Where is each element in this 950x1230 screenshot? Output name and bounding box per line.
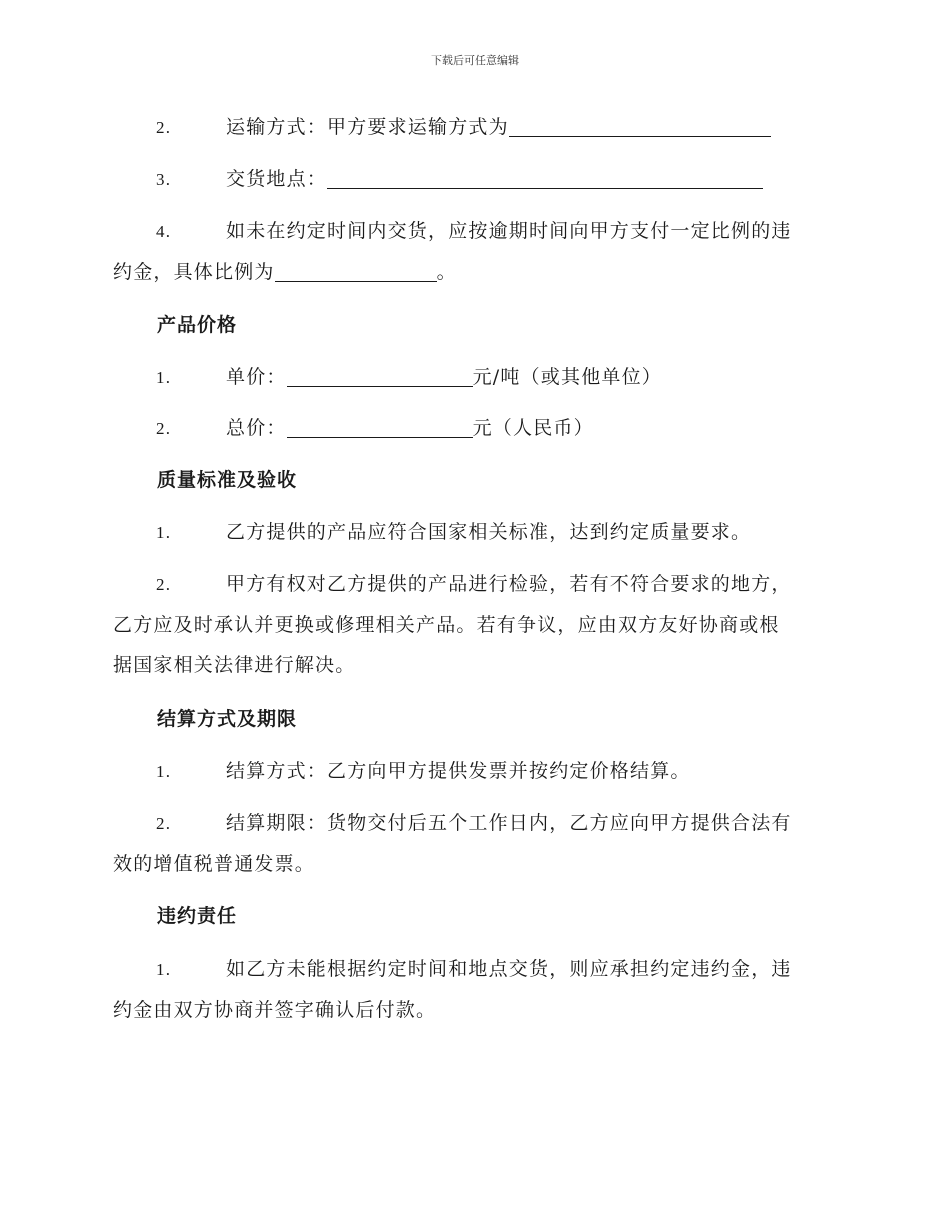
settlement-item-1-text: 结算方式：乙方向甲方提供发票并按约定价格结算。 [226,760,691,782]
settlement-item-1 [113,751,838,792]
period-mark: 。 [436,261,457,283]
quality-item-2-line2: 乙方应及时承认并更换或修理相关产品。若有争议，应由双方友好协商或根 [113,614,780,636]
transport-label: 运输方式：甲方要求运输方式为 [226,116,509,138]
quality-item-1-text: 乙方提供的产品应符合国家相关标准，达到约定质量要求。 [226,521,752,543]
page-header: 下载后可任意编辑 [431,54,519,67]
penalty-ratio-blank[interactable] [275,259,437,282]
transport-blank[interactable] [509,114,771,137]
settlement-item-2-line1: 结算期限：货物交付后五个工作日内，乙方应向甲方提供合法有 [226,812,792,834]
total-price-blank[interactable] [287,415,473,438]
settlement-item-2-line2: 效的增值税普通发票。 [113,853,316,875]
clause-number: 2. [156,419,172,438]
transport-clause [113,107,838,148]
late-delivery-clause [113,211,838,292]
total-price-suffix: 元（人民币） [472,417,594,439]
clause-number: 2. [156,118,172,137]
total-price-clause [113,408,838,449]
clause-number: 1. [156,368,172,387]
late-delivery-line2: 约金，具体比例为 [113,261,275,283]
unit-price-suffix: 元/吨（或其他单位） [472,366,663,388]
section-heading-settlement: 结算方式及期限 [157,708,298,730]
unit-price-clause [113,357,838,398]
clause-number: 1. [156,523,172,542]
unit-price-label: 单价： [226,366,287,388]
quality-item-1 [113,512,838,553]
breach-item-1-line1: 如乙方未能根据约定时间和地点交货，则应承担约定违约金，违 [226,958,792,980]
breach-item-1-line2: 约金由双方协商并签字确认后付款。 [113,999,437,1021]
quality-item-2-line3: 据国家相关法律进行解决。 [113,654,356,676]
late-delivery-line1: 如未在约定时间内交货，应按逾期时间向甲方支付一定比例的违 [226,220,792,242]
breach-item-1 [113,949,838,1030]
delivery-place-label: 交货地点： [226,168,328,190]
quality-item-2 [113,564,838,685]
total-price-label: 总价： [226,417,287,439]
clause-number: 2. [156,575,172,594]
section-heading-quality: 质量标准及验收 [157,469,298,491]
section-heading-price: 产品价格 [157,314,238,336]
delivery-place-blank[interactable] [327,166,763,189]
clause-number: 1. [156,762,172,781]
delivery-place-clause [113,159,838,200]
section-heading-breach: 违约责任 [157,905,238,927]
clause-number: 4. [156,222,172,241]
clause-number: 3. [156,170,172,189]
unit-price-blank[interactable] [287,364,473,387]
clause-number: 2. [156,814,172,833]
quality-item-2-line1: 甲方有权对乙方提供的产品进行检验，若有不符合要求的地方， [226,573,792,595]
settlement-item-2 [113,803,838,884]
clause-number: 1. [156,960,172,979]
